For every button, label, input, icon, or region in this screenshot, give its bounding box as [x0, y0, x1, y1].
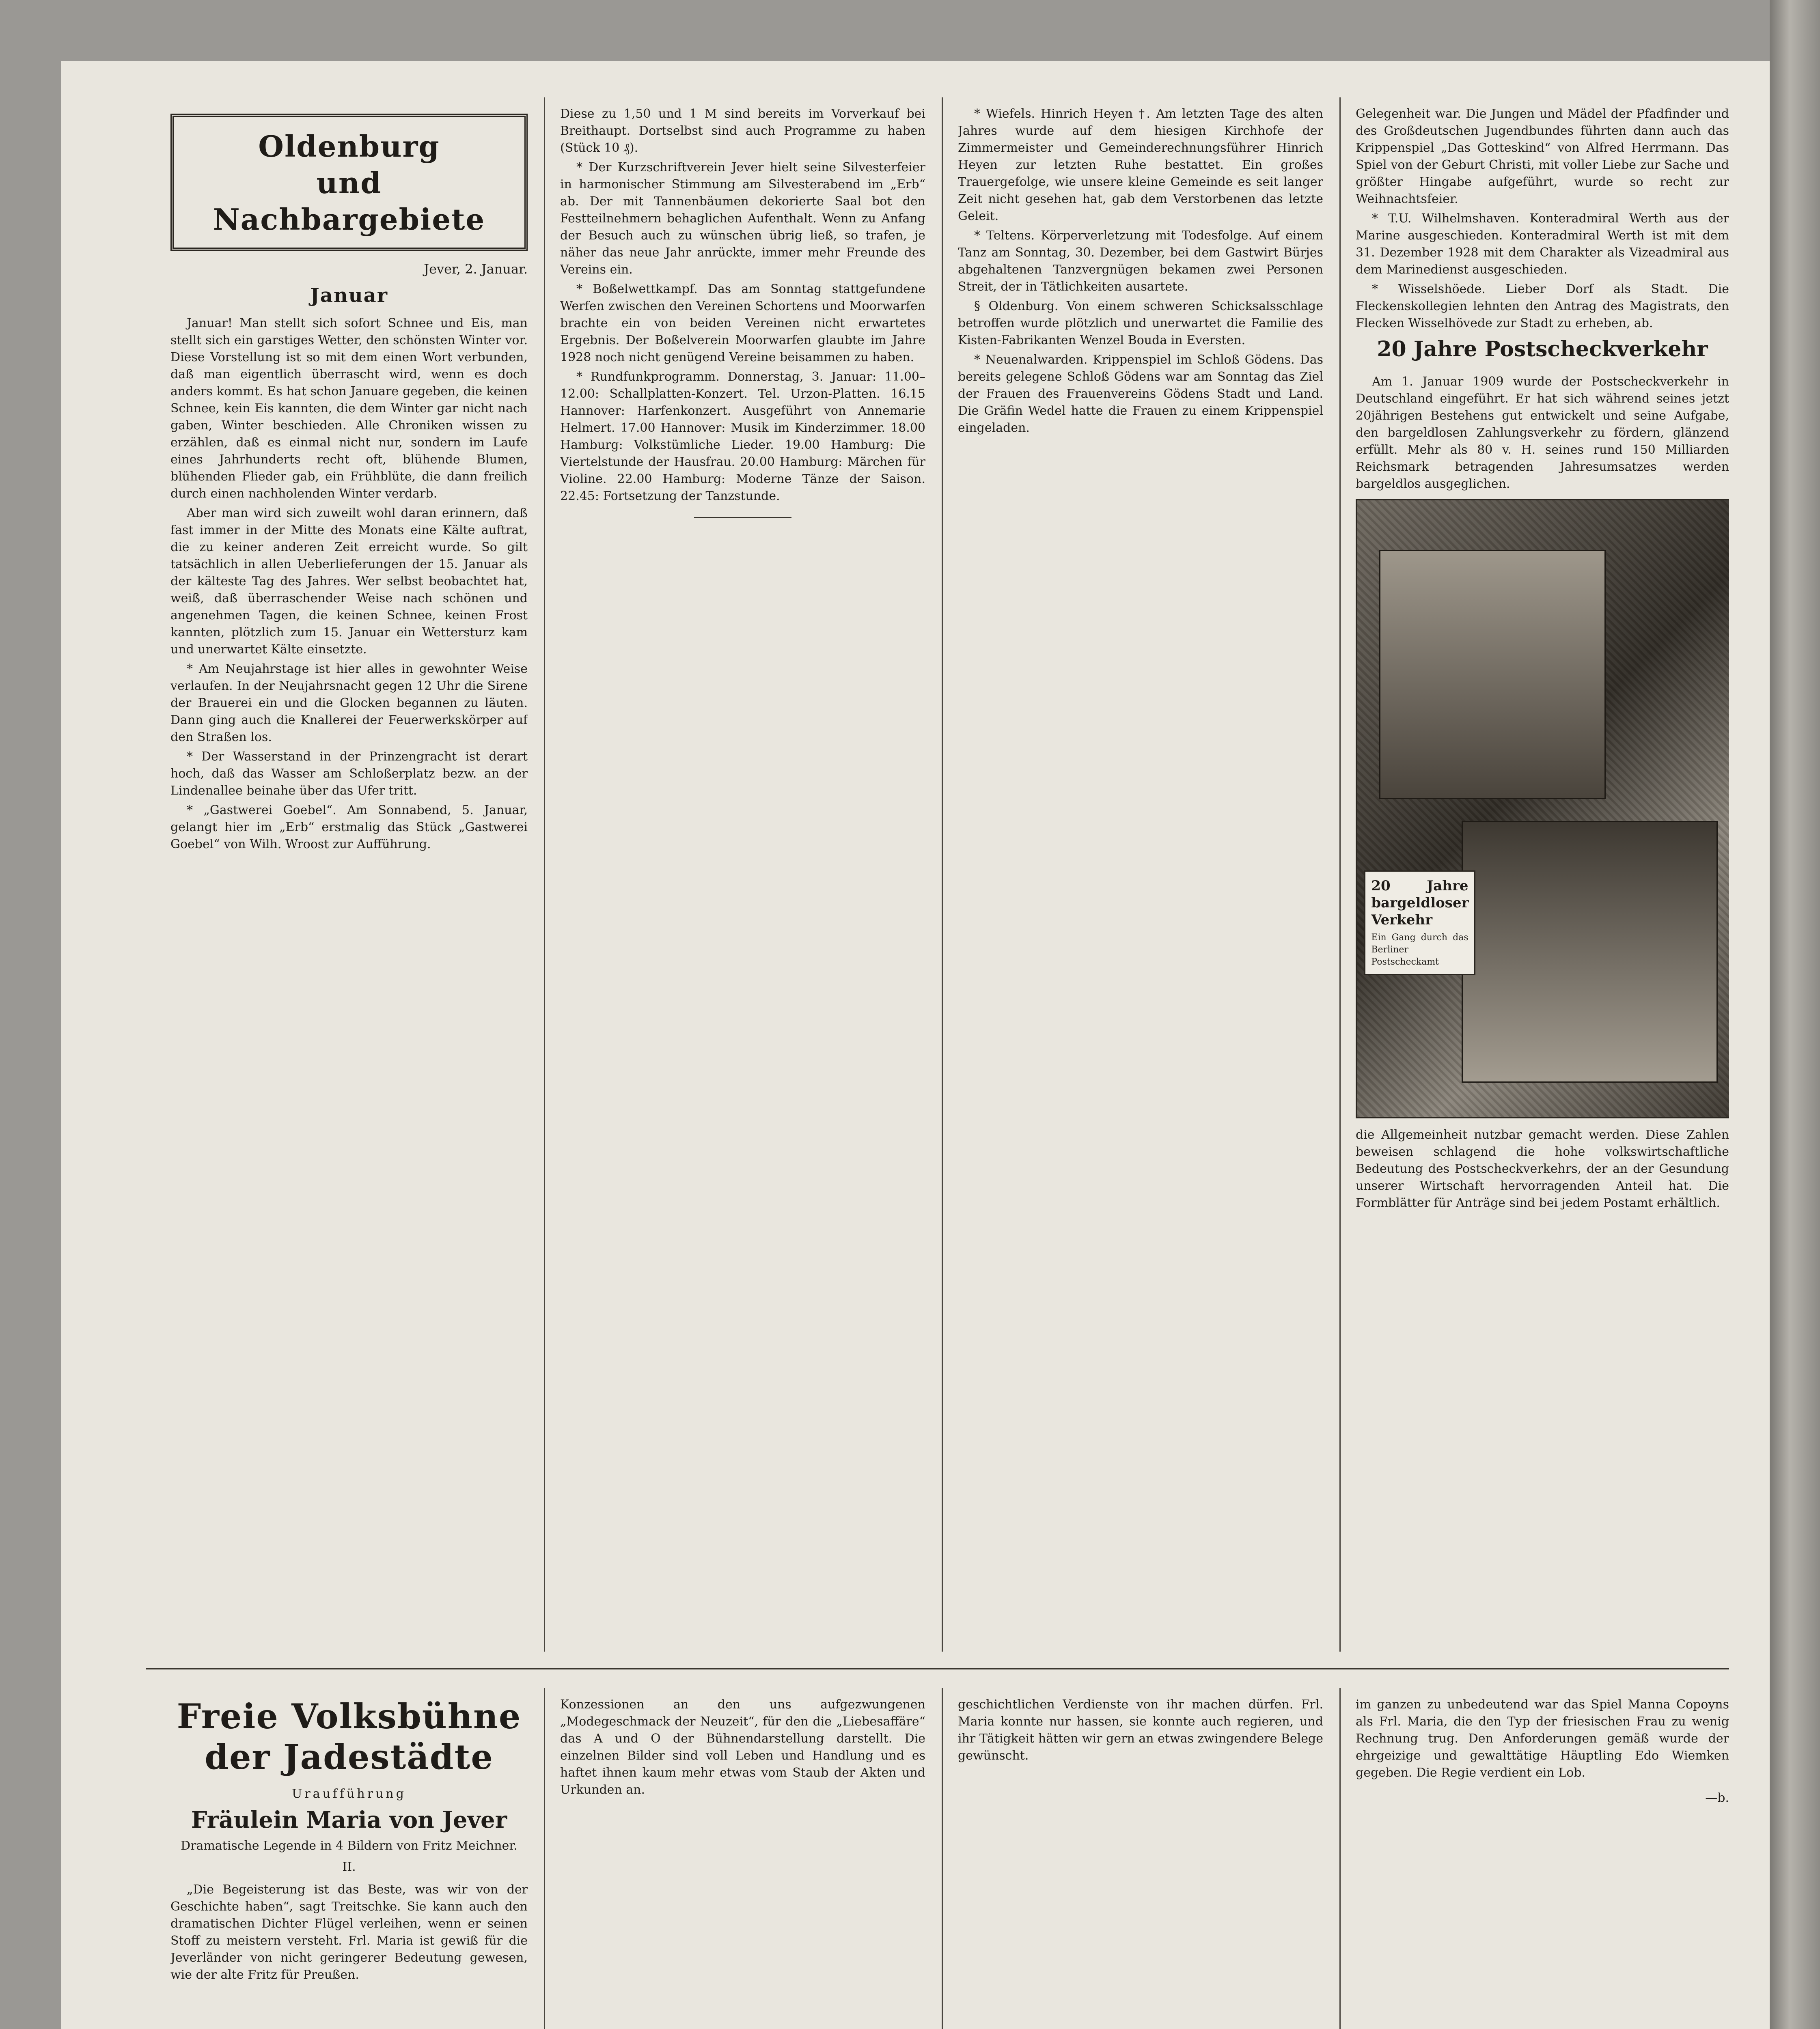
newspaper-page — [61, 61, 1770, 2029]
local-note: * Teltens. Körperverletzung mit Todesfolge. Auf einem Tanz am Sonntag, 30. Dezember, bei dem Gastwirt Bürjes abgehaltenen Tanzvergnügen bekamen zwei Personen Streit, der in Tätlichkeiten ausartete. — [958, 228, 1323, 294]
postscheck-paragraph: Am 1. Januar 1909 wurde der Postscheckverkehr in Deutschland eingeführt. Er hat sich während seines jetzt 20jährigen Bestehens gut entwickelt und seine Aufgabe, den bargeldlosen Zahlungsverkehr zu fördern, glänzend erfüllt. Mehr als 80 v. H. seines rund 150 Milliarden Reichsmark betragenden Jahresumsatzes werden bargeldlos ausgeglichen. — [1356, 375, 1729, 491]
local-note: * Am Neujahrstage ist hier alles in gewohnter Weise verlaufen. In der Neujahrsnacht gegen 12 Uhr die Sirene der Brauerei ein und die Glocken begannen zu läuten. Dann ging auch die Knallerei der Feuerwerkskörper auf den Straßen los. — [170, 662, 528, 744]
local-note: * Neuenalwarden. Krippenspiel im Schloß Gödens. Das bereits gelegene Schloß Gödens war am Sonntag das Ziel der Frauen des Frauenvereins Gödens Stadt und Land. Die Gräfin Wedel hatte die Frauen zu einem Krippenspiel eingeladen. — [958, 353, 1323, 435]
page-edge — [1770, 0, 1820, 2029]
local-note: Diese zu 1,50 und 1 M sind bereits im Vorverkauf bei Breithaupt. Dortselbst sind auch Programme zu haben (Stück 10 ₰). — [560, 107, 925, 155]
radio-program: * Rundfunkprogramm. Donnerstag, 3. Januar: 11.00–12.00: Schallplatten-Konzert. Tel. Urzon-Platten. 16.15 Hannover: Harfenkonzert. Ausgeführt von Annemarie Helmert. 17.00 Hannover: Musik im Kinderzimmer. 18.00 Hamburg: Volkstümliche Lieder. 19.00 Hamburg: Die Viertelstunde der Hausfrau. 20.00 Hamburg: Märchen für Violine. 22.00 Hamburg: Moderne Tänze der Saison. 22.45: Fortsetzung der Tanzstunde. — [560, 370, 925, 503]
end-rule — [694, 517, 791, 518]
column-2 — [560, 106, 925, 1656]
volksbuehne-column-1 — [170, 1696, 528, 2029]
column-1 — [170, 114, 528, 1656]
column-rule — [544, 97, 545, 1652]
section-divider — [146, 1668, 1729, 1669]
article-paragraph: Aber man wird sich zuweilt wohl daran erinnern, daß fast immer in der Mitte des Monats eine Kälte auftrat, die zu keiner anderen Zeit erreicht wurde. So gilt tatsächlich in allen Ueberlieferungen der 15. Januar als der kälteste Tag des Jahres. Wer selbst beobachtet hat, weiß, daß überraschender Weise nach schönen und angenehmen Tagen, die keinen Schnee, keinen Frost kannten, plötzlich zum 15. Januar ein Wettersturz kam und unerwartet Kälte einsetzte. — [170, 506, 528, 657]
local-note: Gelegenheit war. Die Jungen und Mädel der Pfadfinder und des Großdeutschen Jugendbundes führten dann auch das Krippenspiel „Das Gotteskind“ von Alfred Herrmann. Das Spiel von der Geburt Christi, mit voller Liebe zur Sache und größter Hingabe aufgeführt, wurde so recht zur Weihnachtsfeier. — [1356, 107, 1729, 206]
masthead-line-2: und Nachbargebiete — [213, 166, 485, 237]
volksbuehne-column-2 — [560, 1696, 925, 2029]
local-note: * Der Kurzschriftverein Jever hielt seine Silvesterfeier in harmonischer Stimmung am Silvesterabend im „Erb“ ab. Der mit Tannenbäumen dekorierte Saal bot den Festteilnehmern behaglichen Aufenthalt. Wenn zu Anfang der Besuch auch zu wünschen übrig ließ, so trafen, je näher das neue Jahr anrückte, immer mehr Freunde des Vereins ein. — [560, 160, 925, 277]
play-subtitle: Dramatische Legende in 4 Bildern von Fritz Meichner. — [181, 1839, 518, 1853]
local-note: * Der Wasserstand in der Prinzengracht ist derart hoch, daß das Wasser am Schloßerplatz bezw. an der Lindenallee beinahe über das Ufer tritt. — [170, 750, 528, 798]
local-note: * Wisselshöede. Lieber Dorf als Stadt. Die Fleckenskollegien lehnten den Antrag des Magistrats, den Flecken Wisselhövede zur Stadt zu erheben, ab. — [1356, 282, 1729, 330]
volksbuehne-title: Freie Volksbühne der Jadestädte — [177, 1696, 522, 1777]
column-rule — [942, 1688, 943, 2029]
play-title: Fräulein Maria von Jever — [191, 1807, 507, 1833]
dateline: Jever, 2. Januar. — [424, 261, 528, 277]
part-number: II. — [342, 1860, 356, 1874]
volksbuehne-column-4 — [1356, 1696, 1729, 2029]
postscheck-photo — [1356, 499, 1729, 1118]
local-note: * T.U. Wilhelmshaven. Konteradmiral Werth aus der Marine ausgeschieden. Konteradmiral Werth ist mit dem 31. Dezember 1928 mit dem Charakter als Vizeadmiral aus dem Marinedienst ausgeschieden. — [1356, 211, 1729, 277]
column-rule — [1339, 97, 1341, 1652]
column-3 — [958, 106, 1323, 1656]
photo-caption-box — [1364, 870, 1475, 975]
local-note: * „Gastwerei Goebel“. Am Sonnabend, 5. Januar, gelangt hier im „Erb“ erstmalig das Stück „Gastwerei Goebel“ von Wilh. Wroost zur Aufführung. — [170, 803, 528, 851]
review-paragraph: Konzessionen an den uns aufgezwungenen „Modegeschmack der Neuzeit“, für den die „Liebesaffäre“ das A und O der Bühnendarstellung darstellt. Die einzelnen Bilder sind voll Leben und Handlung und es haftet ihnen kaum mehr etwas vom Staub der Akten und Urkunden an. — [560, 1697, 925, 1797]
postscheck-title: 20 Jahre Postscheckverkehr — [1377, 337, 1708, 362]
article-paragraph: Januar! Man stellt sich sofort Schnee und Eis, man stellt sich ein garstiges Wetter, den schönsten Winter vor. Diese Vorstellung ist so mit dem einen Wort verbunden, daß man eigentlich überrascht wird, wenn es doch anders kommt. Es hat schon Januare gegeben, die keinen Schnee, kein Eis kannten, die dem Winter gar nicht nach gaben, Winter beschieden. Alle Chroniken wissen zu erzählen, daß es einmal nicht nur, sondern im Laufe eines Jahrhunderts recht oft, blühende Blumen, blühenden Flieder gab, ein Frühblüte, die dann freilich durch einen nachholenden Winter verdarb. — [170, 316, 528, 501]
masthead-line-1: Oldenburg — [258, 129, 440, 164]
photo-subcaption: Ein Gang durch das Berliner Postscheckamt — [1371, 933, 1469, 967]
column-rule — [544, 1688, 545, 2029]
column-4 — [1356, 106, 1729, 1656]
local-note: § Oldenburg. Von einem schweren Schicksalsschlage betroffen wurde plötzlich und unerwartet die Familie des Kisten-Fabrikanten Wenzel Bouda in Eversten. — [958, 299, 1323, 347]
column-rule — [942, 97, 943, 1652]
column-rule — [1339, 1688, 1341, 2029]
volksbuehne-column-3 — [958, 1696, 1323, 2029]
performance-label: Uraufführung — [292, 1787, 406, 1801]
review-paragraph: geschichtlichen Verdienste von ihr machen dürfen. Frl. Maria konnte nur hassen, sie konnte auch regieren, und ihr Tätigkeit hätten wir gern an etwas zwingendere Belege gewünscht. — [958, 1697, 1323, 1763]
masthead-box — [170, 114, 528, 251]
local-note: * Wiefels. Hinrich Heyen †. Am letzten Tage des alten Jahres wurde auf dem hiesigen Kirchhofe der Zimmermeister und Gemeinderechnungsführer Hinrich Heyen zur letzten Ruhe bestattet. Ein großes Trauergefolge, wie unsere kleine Gemeinde es seit langer Zeit nicht gesehen hat, gab dem Verstorbenen das letzte Geleit. — [958, 107, 1323, 223]
article-title-januar: Januar — [310, 284, 388, 307]
photo-caption: 20 Jahre bargeldloser Verkehr — [1371, 878, 1469, 928]
photo-panel — [1379, 550, 1606, 799]
local-note: * Boßelwettkampf. Das am Sonntag stattgefundene Werfen zwischen den Vereinen Schortens und Moorwarfen brachte ein von beiden Vereinen nicht erwartetes Ergebnis. Der Boßelverein Moorwarfen glaubte im Jahre 1928 noch nicht genügend Vereine beisammen zu haben. — [560, 282, 925, 364]
author-signature: —b. — [1705, 1791, 1729, 1805]
review-paragraph: „Die Begeisterung ist das Beste, was wir von der Geschichte haben“, sagt Treitschke. Sie kann auch den dramatischen Dichter Flügel verleihen, wenn er seinen Stoff zu meistern versteht. Frl. Maria ist gewiß für die Jeverländer von nicht geringerer Bedeutung gewesen, wie der alte Fritz für Preußen. — [170, 1883, 528, 1982]
review-paragraph: im ganzen zu unbedeutend war das Spiel Manna Copoyns als Frl. Maria, die den Typ der friesischen Frau zu wenig Rechnung trug. Den Anforderungen gemäß wurde der ehrgeizige und gewalttätige Häuptling Edo Wiemken gegeben. Die Regie verdient ein Lob. — [1356, 1697, 1729, 1780]
postscheck-paragraph: die Allgemeinheit nutzbar gemacht werden. Diese Zahlen beweisen schlagend die hohe volkswirtschaftliche Bedeutung des Postscheckverkehrs, der an der Gesundung unserer Wirtschaft hervorragenden Anteil hat. Die Formblätter für Anträge sind bei jedem Postamt erhältlich. — [1356, 1128, 1729, 1210]
photo-panel — [1462, 821, 1718, 1082]
